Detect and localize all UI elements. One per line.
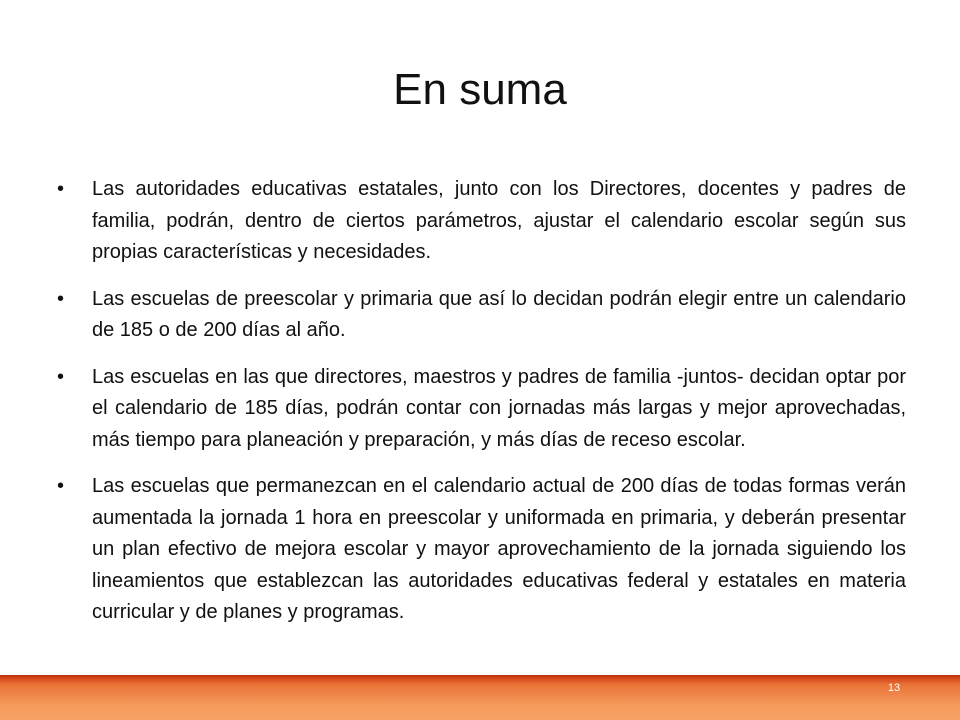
bullet-text: Las escuelas de preescolar y primaria que así lo decidan podrán elegir entre un calendario de 185 o de 200 días al año. xyxy=(92,287,906,341)
bullet-dot-icon: • xyxy=(57,287,65,310)
footer-band xyxy=(0,675,960,720)
bullet-dot-icon: • xyxy=(57,475,65,497)
bullet-item xyxy=(57,362,906,457)
bullet-item xyxy=(57,284,906,347)
page-number: 13 xyxy=(887,682,901,694)
slide-title: En suma xyxy=(393,65,567,114)
bullet-item xyxy=(57,174,906,269)
bullet-dot-icon: • xyxy=(57,365,65,388)
bullet-list xyxy=(57,174,906,644)
bullet-dot-icon: • xyxy=(57,178,65,200)
bullet-item xyxy=(57,471,906,629)
bullet-text: Las autoridades educativas estatales, junto con los Directores, docentes y padres de familia, podrán, dentro de ciertos parámetros, ajustar el calendario escolar según sus propias características y necesidades. xyxy=(92,178,906,263)
bullet-text: Las escuelas que permanezcan en el calendario actual de 200 días de todas formas verán aumentada la jornada 1 hora en preescolar y uniformada en primaria, y deberán presentar un plan efectivo de mejora escolar y mayor aprovechamiento de la jornada siguiendo los lineamientos que establezcan las autoridades educativas federal y estatales en materia curricular y de planes y programas. xyxy=(92,475,906,623)
bullet-text: Las escuelas en las que directores, maestros y padres de familia -juntos- decidan optar por el calendario de 185 días, podrán contar con jornadas más largas y mejor aprovechadas, más tiempo para planeación y preparación, y más días de receso escolar. xyxy=(92,365,906,451)
